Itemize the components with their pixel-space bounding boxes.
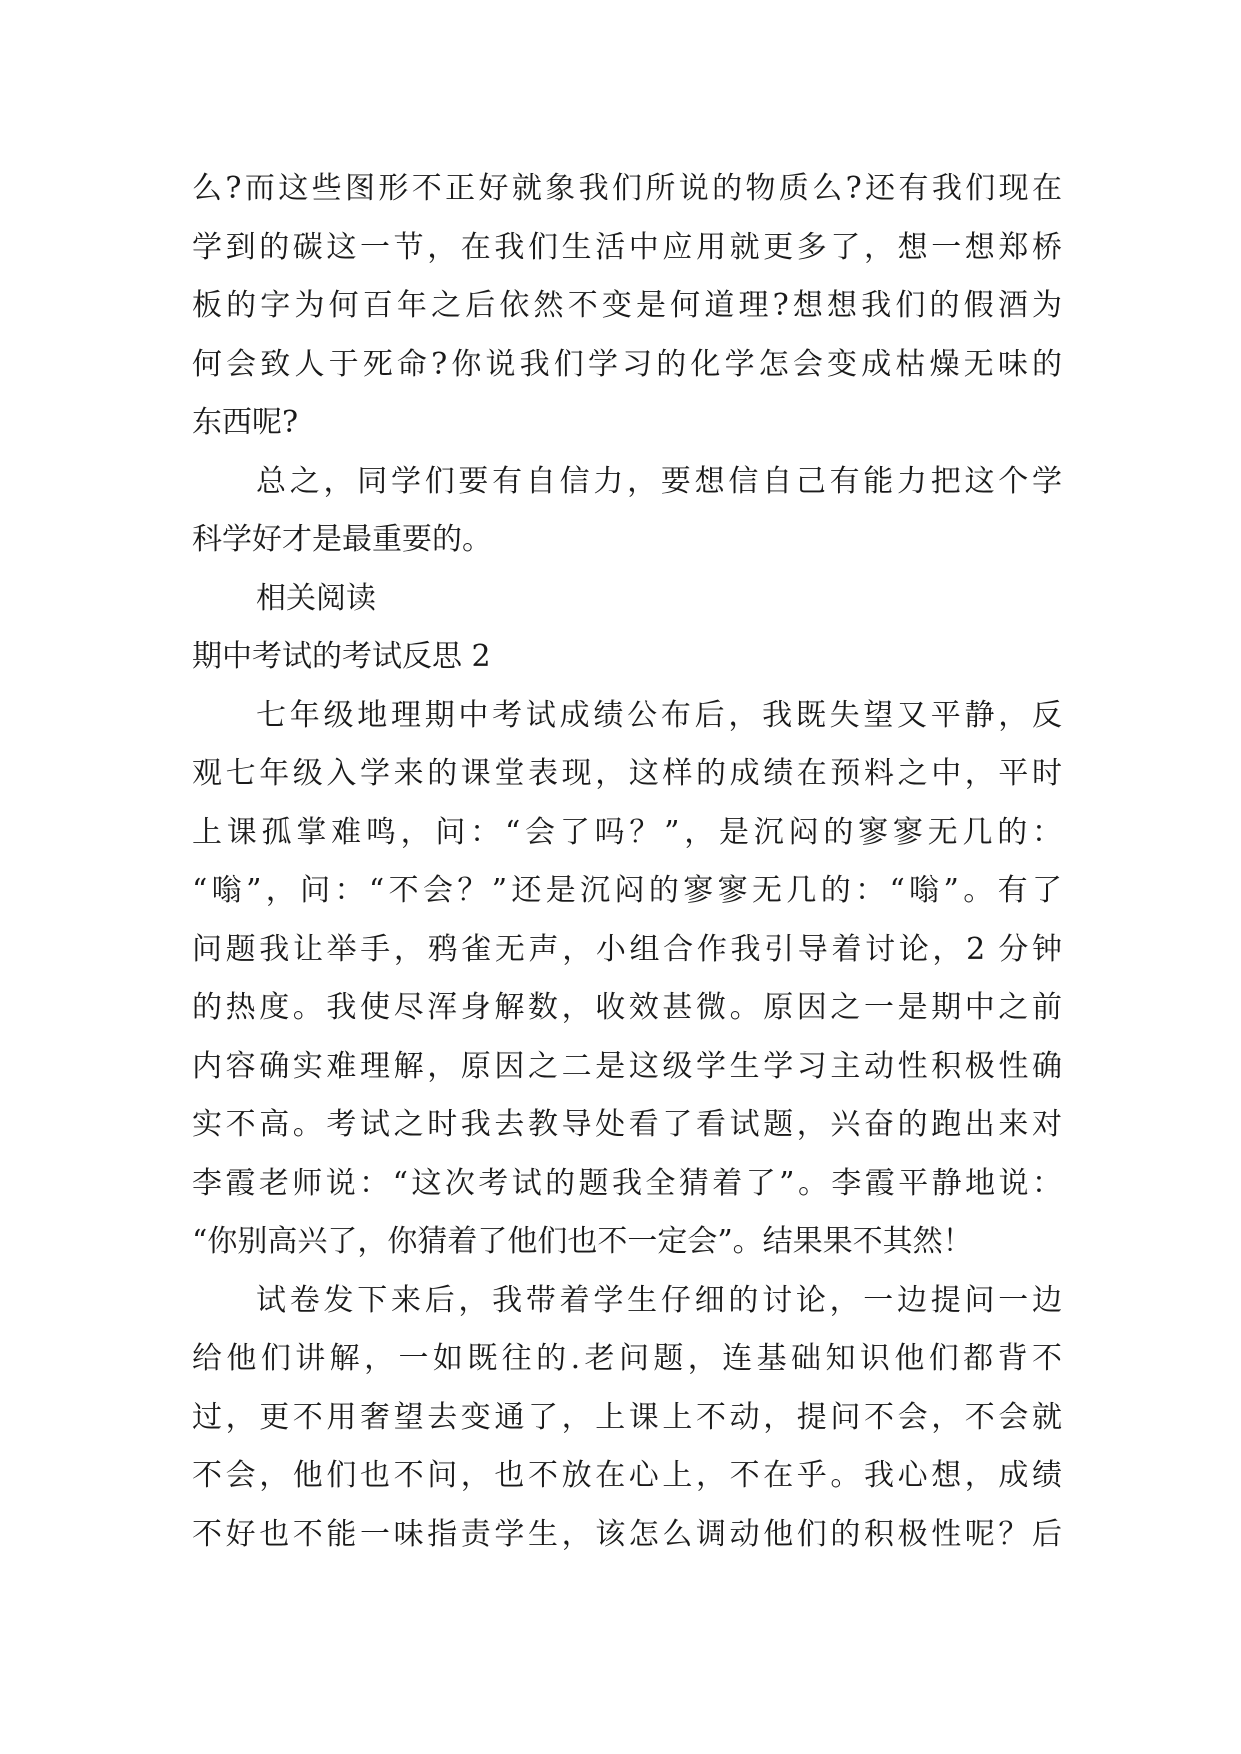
paragraph-3 — [192, 687, 1062, 1272]
text-line: 学到的碳这一节，在我们生活中应用就更多了，想一想郑桥 — [192, 229, 1062, 265]
section-title: 期中考试的考试反思 2 — [192, 639, 491, 674]
text-line: 给他们讲解，一如既往的.老问题，连基础知识他们都背不 — [192, 1341, 1062, 1376]
paragraph-1 — [192, 160, 1062, 453]
text-line: 科学好才是最重要的。 — [192, 522, 492, 557]
text-line: 的热度。我使尽浑身解数，收效甚微。原因之一是期中之前 — [192, 990, 1062, 1025]
text-line: 七年级地理期中考试成绩公布后，我既失望又平静，反 — [256, 697, 1062, 733]
text-line: “你别高兴了，你猜着了他们也不一定会”。结果果不其然！ — [192, 1224, 973, 1259]
text-line: 试卷发下来后，我带着学生仔细的讨论，一边提问一边 — [256, 1282, 1062, 1318]
text-line: 板的字为何百年之后依然不变是何道理?想想我们的假酒为 — [192, 288, 1062, 323]
text-line: 总之，同学们要有自信力，要想信自己有能力把这个学 — [256, 463, 1062, 499]
text-line: 过，更不用奢望去变通了，上课上不动，提问不会，不会就 — [192, 1399, 1062, 1435]
paragraph-4 — [192, 1272, 1062, 1565]
document-body — [192, 160, 1062, 1564]
paragraph-2 — [192, 453, 1062, 570]
text-line: “嗡”，问：“不会？”还是沉闷的寥寥无几的：“嗡”。有了 — [192, 873, 1062, 908]
text-line: 东西呢? — [192, 405, 299, 440]
text-line: 实不高。考试之时我去教导处看了看试题，兴奋的跑出来对 — [192, 1107, 1062, 1142]
text-line: 观七年级入学来的课堂表现，这样的成绩在预料之中，平时 — [192, 756, 1062, 791]
text-line: 不好也不能一味指责学生，该怎么调动他们的积极性呢？后 — [192, 1516, 1062, 1552]
text-line: 内容确实难理解，原因之二是这级学生学习主动性积极性确 — [192, 1048, 1062, 1084]
text-line: 问题我让举手，鸦雀无声，小组合作我引导着讨论，2 分钟 — [192, 931, 1062, 967]
text-line: 上课孤掌难鸣，问：“会了吗？”，是沉闷的寥寥无几的： — [192, 814, 1062, 850]
text-line: 不会，他们也不问，也不放在心上，不在乎。我心想，成绩 — [192, 1458, 1062, 1493]
related-reading-label: 相关阅读 — [256, 580, 376, 616]
text-line: 李霞老师说：“这次考试的题我全猜着了”。李霞平静地说： — [192, 1165, 1062, 1201]
text-line: 何会致人于死命?你说我们学习的化学怎会变成枯燥无味的 — [192, 346, 1062, 382]
text-line: 么?而这些图形不正好就象我们所说的物质么?还有我们现在 — [192, 171, 1062, 206]
